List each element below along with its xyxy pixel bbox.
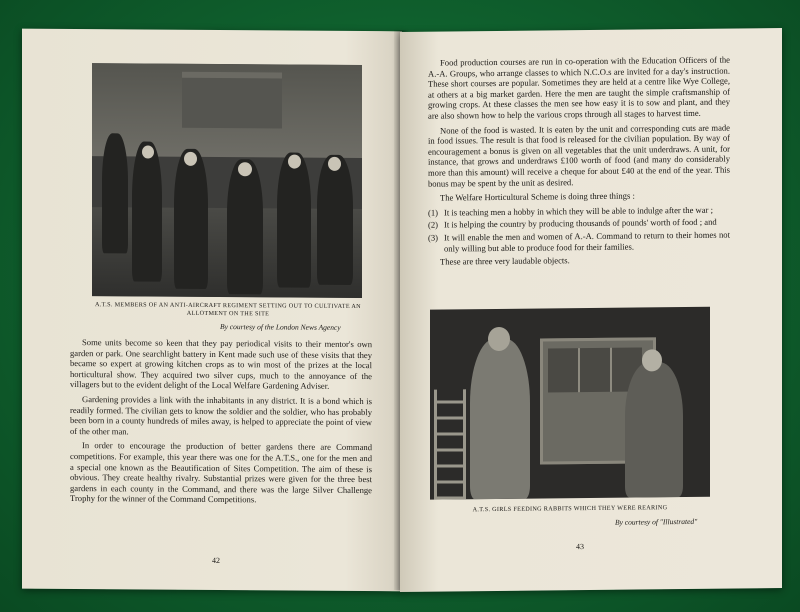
scheme-item xyxy=(428,229,730,253)
photo-figure xyxy=(227,159,263,294)
left-paragraph: In order to encourage the production of better gardens there are Command competitions. For example, this year there was one for the A.T.S., one for the men and a special one known as the Beautification of Sites Competition. The aim of these is obvious. They create healthy rivalry. Substantial prizes were given for the three best gardens in each county in the Command, and there was the large Silver Challenge Trophy for the winner of the Command Competitions. xyxy=(70,440,372,505)
scheme-item-number: (1) xyxy=(428,207,439,218)
photo-face xyxy=(184,152,197,166)
photo-face xyxy=(642,349,662,371)
photo-face xyxy=(288,155,301,169)
photo-face xyxy=(488,327,510,351)
photo-hut xyxy=(182,72,282,129)
photo-face xyxy=(328,157,341,171)
scheme-item-number: (3) xyxy=(428,232,439,243)
left-body-text xyxy=(70,337,372,510)
left-photo-caption: A.T.S. MEMBERS OF AN ANTI-AIRCRAFT REGIMENT SETTING OUT TO CULTIVATE AN ALLOTMENT ON THE SITE xyxy=(95,301,361,318)
scheme-item-text: It is teaching men a hobby in which they will be able to indulge after the war ; xyxy=(444,204,713,218)
photo-figure xyxy=(102,133,128,253)
left-page xyxy=(22,29,402,592)
photo-figure xyxy=(277,152,311,287)
right-page-number: 43 xyxy=(576,542,584,552)
photo-face xyxy=(142,146,154,159)
scheme-list xyxy=(428,204,730,254)
photo-ats-allotment xyxy=(92,63,362,298)
scheme-item xyxy=(428,217,730,231)
scheme-item-text: It will enable the men and women of A.-A. Command to return to their homes not only willing but able to produce food for their families. xyxy=(444,229,730,254)
right-paragraph: None of the food is wasted. It is eaten by the unit and corresponding cuts are made in food issues. The result is that food is released for the civilian population. By way of encouragement a bonus is given on all vegetables that the unit underdraws. A unit, for instance, that grows and underdraws £100 worth of food (and many do considerably more than this amount) will receive a cheque for about £40 at the end of the year. This bonus may be spent by the unit as desired. xyxy=(428,122,730,189)
scheme-item-number: (2) xyxy=(428,219,439,231)
photo-face xyxy=(238,162,252,176)
photo-woman-left xyxy=(470,339,530,500)
scheme-item xyxy=(428,204,730,218)
left-photo-courtesy: By courtesy of the London News Agency xyxy=(220,322,341,332)
open-booklet xyxy=(22,30,782,590)
photo-figure xyxy=(174,149,208,289)
photo-woman-right xyxy=(625,362,683,498)
photo-figure xyxy=(132,141,162,281)
left-paragraph: Some units become so keen that they pay periodical visits to their mentor's own garden or park. One searchlight battery in Kent made such use of these visits that they became so expert at growing kitchen crops as to win most of the prizes at the local horticultural show. They acquired two silver cups, much to the annoyance of the villagers but to the evident delight of the Local Welfare Gardening Adviser. xyxy=(70,337,372,392)
photo-figure xyxy=(317,155,353,285)
right-paragraph: Food production courses are run in co-operation with the Education Officers of the A.-A. Groups, who arrange classes to which N.C.O.s are invited for a day's instruction. These short courses are popular. Sometimes they are held at a centre like Wye College, at others at a big market garden. Here the men are taught the simple craftsmanship of growing crops. At these classes the men see how easy it is to sow and plant, and they are also shown how to help the various crops through all stages to harvest time. xyxy=(428,54,730,121)
scheme-intro: The Welfare Horticultural Scheme is doing three things : xyxy=(440,190,635,203)
right-photo-caption: A.T.S. GIRLS FEEDING RABBITS WHICH THEY WERE REARING xyxy=(472,504,668,514)
right-photo-courtesy: By courtesy of "Illustrated" xyxy=(615,516,698,527)
right-body-text xyxy=(428,55,730,272)
left-page-number: 42 xyxy=(212,556,220,566)
photo-ats-rabbits xyxy=(430,307,710,500)
closing-sentence: These are three very laudable objects. xyxy=(440,255,570,267)
photo-ladder xyxy=(434,389,466,499)
left-paragraph: Gardening provides a link with the inhabitants in any district. It is a bond which is readily formed. The civilian gets to know the soldier and the soldier, who has probably been born in a county hundreds of miles away, is helped to appreciate the point of view of the other man. xyxy=(70,394,372,437)
right-page xyxy=(400,28,782,592)
scheme-item-text: It is helping the country by producing thousands of pounds' worth of food ; and xyxy=(444,216,717,230)
